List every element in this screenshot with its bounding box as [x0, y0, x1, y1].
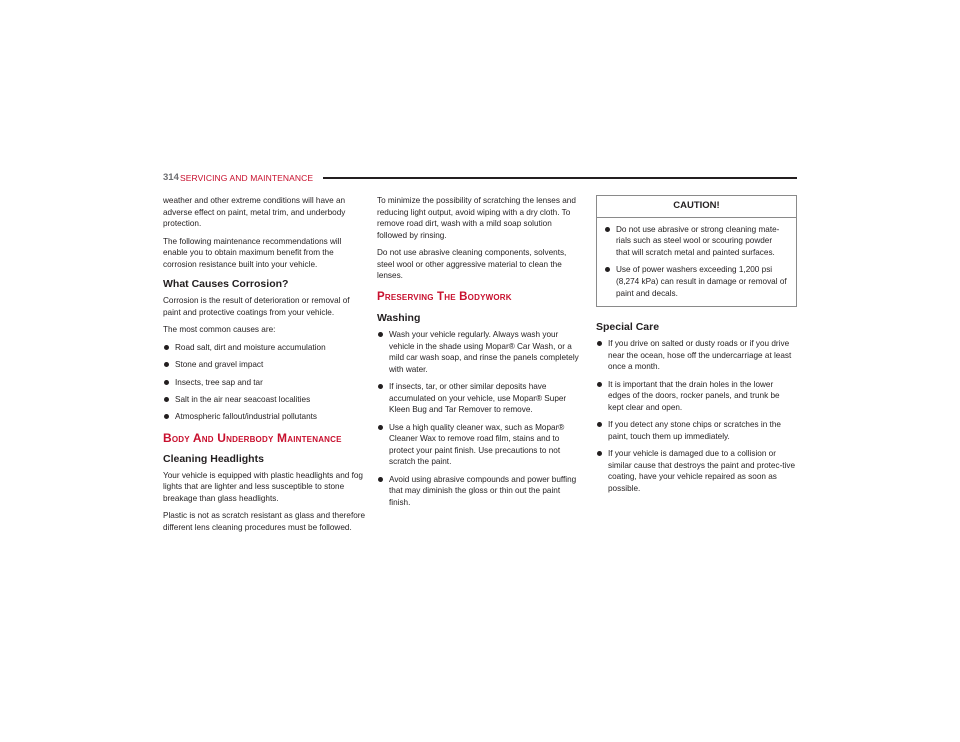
lens-paragraph-1: To minimize the possibility of scratching the lenses and reducing light output, avoid wiping with a dry cloth. To remove road dirt, wash with a mild soap solution followed by rinsing.: [377, 196, 576, 240]
list-item: If your vehicle is damaged due to a collision or similar cause that destroys the paint and protec-tive coating, have your vehicle repaired as soon as possible.: [596, 448, 797, 494]
washing-list: [377, 329, 580, 509]
intro-paragraph-2: The following maintenance recommendations will enable you to obtain maximum benefit from the corrosion resistance built into your vehicle.: [163, 236, 342, 269]
headlights-paragraph-2: Plastic is not as scratch resistant as glass and therefore different lens cleaning procedures must be followed.: [163, 511, 366, 533]
list-item: It is important that the drain holes in the lower edges of the doors, rocker panels, and trunk be kept clear and open.: [596, 379, 797, 414]
list-item: Salt in the air near seacoast localities: [163, 394, 366, 406]
lens-paragraph-2: Do not use abrasive cleaning components, solvents, steel wool or other aggressive material to clean the lenses.: [377, 248, 567, 281]
list-item: If you detect any stone chips or scratches in the paint, touch them up immediately.: [596, 419, 797, 442]
headlights-paragraph-1: Your vehicle is equipped with plastic headlights and fog lights that are lighter and less susceptible to stone breakage than glass headlights.: [163, 470, 363, 504]
list-item: Stone and gravel impact: [163, 359, 366, 371]
section-title: SERVICING AND MAINTENANCE: [180, 173, 314, 183]
list-item: Wash your vehicle regularly. Always wash your vehicle in the shade using Mopar® Car Wash, or a mild car wash soap, and rinse the panels completely with water.: [377, 329, 580, 375]
intro-paragraph-1: weather and other extreme conditions will have an adverse effect on paint, metal trim, and underbody protection.: [163, 196, 346, 229]
column-3: [596, 195, 797, 500]
list-item: Use of power washers exceeding 1,200 psi (8,274 kPa) can result in damage or removal of paint and decals.: [604, 264, 788, 299]
cleaning-headlights-heading: Cleaning Headlights: [163, 452, 264, 465]
list-item: Atmospheric fallout/industrial pollutants: [163, 411, 366, 423]
caution-list: [604, 224, 788, 300]
caution-body: [597, 218, 796, 307]
list-item: If you drive on salted or dusty roads or if you drive near the ocean, hose off the undercarriage at least once a month.: [596, 338, 797, 373]
page-number: 314: [163, 172, 179, 183]
special-care-heading: Special Care: [596, 321, 660, 334]
causes-list: [163, 342, 366, 423]
column-2: [377, 195, 580, 514]
column-1: [163, 195, 366, 539]
list-item: Avoid using abrasive compounds and power buffing that may diminish the gloss or thin out the paint finish.: [377, 474, 580, 509]
list-item: Use a high quality cleaner wax, such as Mopar® Cleaner Wax to remove road film, stains and to protect your paint finish. Use precautions to not scratch the paint.: [377, 422, 580, 468]
list-item: If insects, tar, or other similar deposits have accumulated on your vehicle, use Mopar® Super Kleen Bug and Tar Remover to remove.: [377, 381, 580, 416]
page-header: [163, 172, 797, 186]
preserving-bodywork-heading: Preserving The Bodywork: [377, 290, 512, 303]
caution-title: CAUTION!: [597, 196, 796, 218]
corrosion-paragraph-2: The most common causes are:: [163, 325, 276, 335]
washing-heading: Washing: [377, 311, 421, 324]
body-maintenance-heading: Body And Underbody Maintenance: [163, 430, 342, 445]
corrosion-paragraph-1: Corrosion is the result of deterioration or removal of paint and protective coatings from your vehicle.: [163, 296, 350, 317]
header-rule: [323, 177, 797, 179]
list-item: Road salt, dirt and moisture accumulation: [163, 342, 366, 354]
list-item: Do not use abrasive or strong cleaning mate-rials such as steel wool or scouring powder that will scratch metal and painted surfaces.: [604, 224, 788, 259]
special-care-list: [596, 338, 797, 495]
corrosion-heading: What Causes Corrosion?: [163, 278, 289, 291]
list-item: Insects, tree sap and tar: [163, 377, 366, 389]
caution-box: [596, 195, 797, 307]
